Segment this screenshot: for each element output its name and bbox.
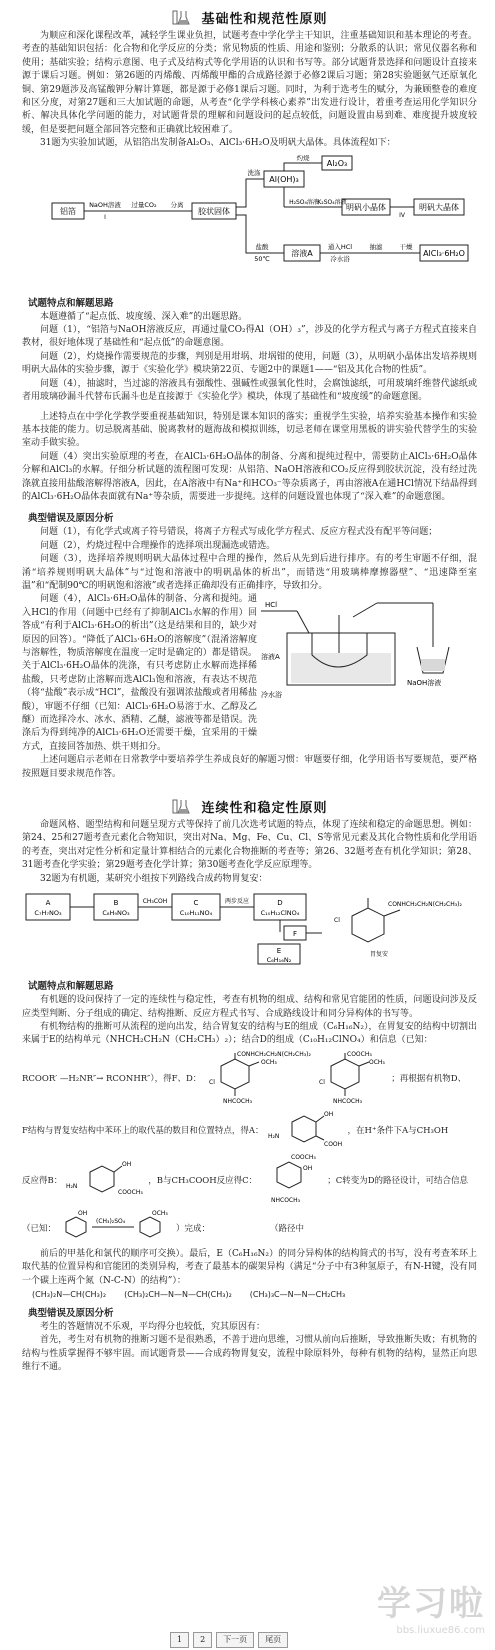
next-page-button[interactable]: 下一页 [216,1632,254,1648]
structure-C [257,1152,327,1208]
svg-text:COOH: COOH [323,1140,342,1148]
svg-text:明矾小晶体: 明矾小晶体 [346,202,386,212]
svg-text:NHCOCH₃: NHCOCH₃ [271,1196,301,1204]
svg-text:Cl: Cl [334,917,340,925]
svg-text:CH₃COH: CH₃COH [142,898,168,906]
svg-text:OH: OH [323,1110,333,1118]
svg-text:NHCOCH₃: NHCOCH₃ [333,1097,363,1105]
lab-flask-icon [171,8,193,26]
svg-text:两步反应: 两步反应 [224,898,250,906]
svg-text:Cl: Cl [209,1078,216,1086]
svg-text:OCH₃: OCH₃ [261,1058,278,1066]
svg-text:OH: OH [78,1209,88,1217]
paragraph: 首先，考生对有机物的推断习题不是很熟悉，不善于进向思维，习惯从前向后推断，导致推断失败；有机物的结构与性质掌握得不够牢固。而试题背景——合成药物胃复安，流程中除原料外，每种有机物的结构，显然正向思维行不通。 [22,1335,477,1373]
page-2-button[interactable]: 2 [193,1632,212,1648]
svg-text:洗涤: 洗涤 [247,168,261,177]
subheading: 典型错误及原因分析 [28,513,114,525]
paragraph: 问题（4）突出实验原理的考查，在AlCl₃·6H₂O晶体的制备、分离和提纯过程中，需要防止AlCl₃·6H₂O晶体分解和AlCl₃的水解。仔细分析试题的流程图可发现：从铝箔、NaOH溶液和CO₂反应得到胶状沉淀，没有经过洗涤就直接用盐酸溶解得溶液A，因此，在A溶液中有Na⁺和HCO₃⁻等杂质离子，再由溶液A在通HCl情况下结晶得到的AlCl₃·6H₂O晶体表面就有Na⁺等杂质，需要进一步提纯。这样的问题设置也体现了“深入难”的命题意图。 [22,451,477,502]
svg-text:抽滤: 抽滤 [369,242,383,251]
paragraph: 问题（4），AlCl₃·6H₂O晶体的制备、分离和提纯。通入HCl的作用（问题中已经有了抑制AlCl₃水解的作用）回答成“有利于AlCl₃·6H₂O的析出”（这是结果和目的，缺少对原因的回答）。“降低了AlCl₃·6H₂O的溶解度”（混淆溶解度与溶解性，物质溶解度在温度一定时是确定的）都是错误。关于AlCl₃·6H₂O晶体的洗涤，有只考虑防止水解而选择稀盐酸，只考虑防止溶解而选AlCl₃饱和溶液，有表达不规范（将“盐酸”表示成“HCl”，盐酸没有强调浓盐酸或者用稀盐酸），审题不仔细（已知：AlCl₃·6H₂O易溶于水、乙醇及乙醚）而选择冷水、冰水、酒精、乙醚，滤液等都是错误。洗涤后为得到纯净的AlCl₃·6H₂O还需要干燥，宜采用的干燥方式，直接回答加热、烘干则扣分。 [22,594,257,752]
svg-text:盐酸: 盐酸 [255,242,269,251]
structure-row: 反应得B： OH COOCH₃ H₂N ，B与CH₃COOH反应得C： COOCH₃ OH NHCOCH₃ ；C转变为D的路径设计，可结合信息 [22,1152,477,1208]
lab-flask-icon [171,797,193,815]
paragraph: 有机题的设问保持了一定的连续性与稳定性，考查有机物的组成、结构和常见官能团的性质，问题设问涉及反应类型判断、分子组成的确定、结构推断、反应方程式书写、合成路线设计和同分异构体的书写等。 [22,995,477,1019]
flow-node-start: 铝箔 [60,206,76,216]
svg-text:H₂N: H₂N [66,1182,78,1190]
svg-text:干燥: 干燥 [399,242,413,251]
svg-text:分离: 分离 [170,200,184,209]
svg-text:C₇H₇NO₃: C₇H₇NO₃ [34,909,62,918]
svg-text:H₂N: H₂N [267,1132,279,1140]
svg-text:C₈H₉NO₃: C₈H₉NO₃ [102,909,130,918]
article-page [0,4,495,1650]
section-title: 连续性和稳定性原则 [201,800,328,816]
watermark-url: bbs.liuxue86.com [396,1625,485,1636]
watermark-logo: 学习啦 [377,1584,485,1624]
paragraph: 31题为实验加试题，从铝箔出发制备Al₂O₃、AlCl₃·6H₂O及明矾大晶体。具体流程如下： [40,138,396,149]
svg-text:COOCH₃: COOCH₃ [291,1153,316,1161]
svg-text:通入HCl: 通入HCl [327,242,353,251]
synthesis-flow-diagram [22,155,477,279]
svg-text:COOCH₃: COOCH₃ [118,1188,143,1196]
svg-text:H₂SO₄溶液: H₂SO₄溶液 [289,198,319,206]
svg-text:冷水浴: 冷水浴 [261,691,282,700]
subheading: 试题特点和解题思路 [28,981,114,993]
paragraph: 问题（3），选择培养规则明矾大晶体过程中合理的操作，然后从先到后进行排序。有的考生审题不仔细，混淆“培养规则明矾大晶体”与“过饱和溶液中的明矾晶体的析出”，而错选“用玻璃棒摩擦器壁”、“迅速降至室温”和“配制90℃的明矾饱和溶液”或者选择正确却没有正确排序，导致扣分。 [22,554,477,591]
svg-text:溶液A: 溶液A [261,653,280,662]
structure-D [311,1050,391,1106]
paragraph: 命题风格、题型结构和问题呈现方式等保持了前几次选考试题的特点，体现了连续和稳定的命题思想。例如：第24、25和27题考查元素化合物知识，突出对Na、Mg、Fe、Cu、Cl、S等常见元素及其化合物性质和化学用语的考查，突出对定性分析和定量计算相结合的元素化合物推断的考查等；第26、32题考查有机化学知识；第28、31题考查化学实验；第29题考查化学计算；第30题考查化学反应原理等。 [22,820,477,871]
paragraph: 上述特点在中学化学教学要重视基础知识，特别是课本知识的落实；重视学生实验，培养实验基本操作和实验基本技能的能力。切忌脱离基础、脱离教材的题海战和模拟训练，切忌老师在课堂用黑板的讲实验代替学生的实验室动手做实验。 [22,411,477,449]
paragraph: 32题为有机题，某研究小组按下列路线合成药物胃复安： [40,873,268,884]
svg-text:Al₂O₃: Al₂O₃ [326,158,348,168]
paragraph: 有机物结构的推断可从流程的逆向出发，结合胃复安的结构与E的组成（C₆H₁₆N₂），在胃复安的结构中切割出来属于E的结构单元（NHCH₂CH₂N（CH₂CH₃）₂）；结合D的组成（C₁₀H₁₂ClNO₄）和信息（已知： [22,1021,477,1046]
apparatus-diagram [257,593,472,703]
svg-text:D: D [277,899,283,908]
paragraph: 本题遵循了“起点低、坡度缓、深入难”的出题思路。 [40,311,248,322]
section-header-1 [22,4,477,30]
svg-text:50℃: 50℃ [254,254,270,263]
svg-text:F: F [292,930,298,939]
svg-text:过量CO₂: 过量CO₂ [131,200,157,209]
svg-text:OH: OH [303,1164,313,1172]
last-page-button[interactable]: 尾页 [258,1632,288,1648]
svg-text:Cl: Cl [319,1078,326,1086]
subheading: 典型错误及原因分析 [28,1307,114,1319]
structure-B [62,1158,148,1202]
section-header-2 [22,793,477,819]
svg-text:I: I [104,213,106,221]
paragraph: 前后的甲基化和氯代的顺序可交换）。最后，E（C₆H₁₆N₂）的同分异构体的结构简式的书写，没有考查苯环上取代基的位置异构和官能团的类别异构，考查了最基本的碳架异构（满足“分子中有3种氢原子，有N-H键，没有同一个碳上连两个氮（N-C-N）的结构”）： [22,1248,477,1286]
svg-text:Al(OH)₃: Al(OH)₃ [269,174,299,184]
svg-text:冷水浴: 冷水浴 [330,254,350,263]
svg-text:B: B [113,899,119,908]
paragraph: 问题（2），灼烧过程中合理操作的选择项出现漏选或错选。 [40,540,276,551]
svg-text:C₁₀H₁₁NO₄: C₁₀H₁₁NO₄ [179,909,213,918]
svg-text:E: E [276,947,282,956]
isomer-list: (CH₃)₂N—CH(CH₃)₂ (CH₃)₂CH—N—N—CH(CH₃)₂ (CH₃)₃C—N—N—CH₂CH₃ [32,1289,346,1299]
svg-text:OH: OH [122,1160,132,1168]
svg-text:HCl: HCl [265,601,278,610]
svg-text:OCH₃: OCH₃ [369,1058,386,1066]
organic-scheme [22,886,477,968]
structure-row: F结构与胃复安结构中苯环上的取代基的数目和位置特点，得A： OH COOH H₂N ，在H⁺条件下A与CH₃OH [22,1108,477,1152]
svg-text:C: C [193,899,199,908]
flow-node-gel: 胶状固体 [198,206,230,216]
svg-text:K₂SO₄溶液: K₂SO₄溶液 [317,198,347,206]
svg-text:(CH₃)₂SO₄: (CH₃)₂SO₄ [96,1217,126,1225]
paragraph: 考生的答题情况不乐观，平均得分也较低，究其原因有： [40,1321,266,1332]
svg-text:NHCOCH₃: NHCOCH₃ [223,1097,253,1105]
paragraph: 上述问题启示老师在日常教学中要培养学生养成良好的解题习惯：审题要仔细，化学用语书写要规范，要严格按照题目要求规范作答。 [22,755,477,779]
structure-methylation [56,1208,176,1248]
svg-text:C₆H₁₆N₂: C₆H₁₆N₂ [266,956,292,965]
svg-text:灼烧: 灼烧 [296,154,310,162]
svg-text:A: A [45,899,51,908]
svg-text:C₁₀H₁₂ClNO₄: C₁₀H₁₂ClNO₄ [260,909,300,918]
svg-text:明矾大晶体: 明矾大晶体 [419,202,459,212]
svg-text:AlCl₃·6H₂O: AlCl₃·6H₂O [423,248,465,258]
svg-text:CONHCH₂CH₂N(CH₂CH₃)₂: CONHCH₂CH₂N(CH₂CH₃)₂ [237,1050,312,1058]
apparatus-block [22,593,477,754]
structure-F [201,1050,311,1106]
page-1-button[interactable]: 1 [170,1632,189,1648]
paragraph: 问题（4），抽滤时，当过滤的溶液具有强酸性、强碱性或强氧化性时，会腐蚀滤纸，可用玻璃纤维替代滤纸或者用玻璃砂漏斗代替布氏漏斗也是直接源于《实验化学》模块，体现了基础性和“坡度缓”的命题意图。 [22,378,477,403]
svg-text:NaOH溶液: NaOH溶液 [89,200,121,209]
paragraph: 问题（1），有化学式或离子符号错误，将离子方程式写成化学方程式、反应方程式没有配平等问题； [40,527,438,538]
paragraph: 为顺应和深化课程改革，减轻学生课业负担，试题考查中学化学主干知识，注重基础知识和基本理论的考查。考查的基础知识包括：化合物和化学反应的分类；常见物质的性质、用途和鉴别；分散系的认识；常见仪器名称和使用；基础实验；结构示意图、电子式及结构式等化学用语的认识和书写等。部分试题背景选择和问题设计直接来源于课后习题。例如：第26题的丙烯酸、丙烯酸甲酯的合成路径源于必修2课后习题；第28实验题氨气还原氧化铜、第29题涉及高锰酸钾分解计算题，都是源于必修1课后习题。同时，为利于选考生的赋分，为兼顾整卷的难度和区分度，对第27题和三大加试题的命题，从考查“化学学科核心素养”出发进行设计，着重考查运用化学知识分析、解决具体化学问题的能力，对试题背景的理解和问题设问的起点较低，问题设置由易到难、难度提升坡度较缓，但是要把问题全部回答完整和正确就比较困难了。 [22,31,477,135]
svg-text:NaOH溶液: NaOH溶液 [407,679,442,688]
subheading: 试题特点和解题思路 [28,297,114,309]
svg-text:COOCH₃: COOCH₃ [347,1050,373,1058]
paragraph: 问题（2），灼烧操作需要规范的步骤，判别是用坩埚、坩埚钳的使用，问题（3），从明矾小晶体出发培养规则明矾大晶体的实验步骤，源于《实验化学》模块第22页、专题2中的课题1——“铝及其化合物的性质”。 [22,351,477,376]
svg-text:胃复安: 胃复安 [370,951,389,959]
svg-text:IV: IV [399,211,405,219]
svg-text:CONHCH₂CH₂N(CH₂CH₃)₂: CONHCH₂CH₂N(CH₂CH₃)₂ [388,901,462,909]
structure-A [264,1108,348,1152]
structure-row: RCOOR′ —H₂NR″→ RCONHR″），得F、D： CONHCH₂CH₂N(CH₂CH₃)₂ OCH₃ Cl NHCOCH₃ COOCH₃ OCH₃ Cl NHCOCH₃ ；再根据有机物D、 [22,1050,467,1105]
structure-row: （已知： OH (CH₃)₂SO₄ OCH₃ ）完成： （路径中 [22,1208,477,1248]
site-watermark [377,1576,485,1636]
svg-text:OCH₃: OCH₃ [152,1209,168,1217]
paragraph: 问题（1），“铝箔与NaOH溶液反应，再通过量CO₂得Al（OH）₃”，涉及的化学方程式与离子方程式直接来自教材，很好地体现了基础性和“起点低”的命题意图。 [22,325,477,349]
section-title: 基础性和规范性原则 [201,11,328,27]
svg-text:溶液A: 溶液A [291,248,313,258]
